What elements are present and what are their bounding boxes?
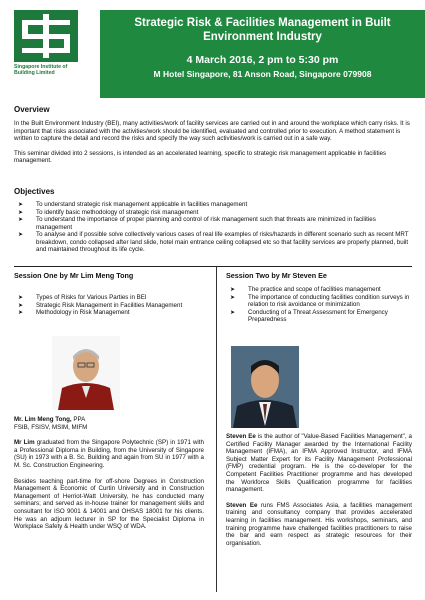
title-band <box>100 10 425 98</box>
objectives-heading: Objectives <box>14 187 55 196</box>
overview-section <box>14 105 412 165</box>
column-divider <box>216 267 217 592</box>
list-item: ➤ To understand strategic risk management applicable in facilities management <box>18 201 248 208</box>
check-arrow-icon: ➤ <box>18 201 24 208</box>
check-arrow-icon: ➤ <box>18 301 24 309</box>
session-one-list <box>14 294 204 317</box>
check-arrow-icon: ➤ <box>230 286 236 293</box>
lim-name: Mr. Lim Meng Tong, <box>14 416 72 423</box>
lim-photo <box>52 336 120 410</box>
event-date: 4 March 2016, 2 pm to 5:30 pm <box>186 54 339 66</box>
list-item: ➤ Types of Risks for Various Parties in BEI <box>18 294 147 301</box>
check-arrow-icon: ➤ <box>18 216 24 223</box>
session-one-column <box>14 271 204 317</box>
check-arrow-icon: ➤ <box>230 308 236 316</box>
list-item: ➤ To analyse and if possible solve collectively various cases of real life examples of risks/hazards in different scenario such as recent MRT breakdown, condo collapsed after land slide, hotel main entrance ceiling collapsed etc so that facility services are properly planned, built and maintained throughout its life cycle. <box>18 231 409 253</box>
steven-profile <box>226 433 412 547</box>
session-two-column <box>226 271 416 324</box>
divider <box>14 266 412 267</box>
lim-profile <box>14 416 204 531</box>
list-item: ➤ The importance of conducting facilities condition surveys in relation to risk avoidance or minimization <box>230 293 410 308</box>
session-two-list <box>226 286 416 324</box>
session-two-heading: Session Two by Mr Steven Ee <box>226 271 327 280</box>
list-item: ➤ The practice and scope of facilities management <box>230 286 381 293</box>
lim-credentials: FSIB, FSISV, MSIM, MIFM <box>14 423 88 431</box>
list-item: ➤ Strategic Risk Management in Facilities Management <box>18 301 183 309</box>
check-arrow-icon: ➤ <box>230 293 236 301</box>
check-arrow-icon: ➤ <box>18 231 24 238</box>
overview-heading: Overview <box>14 105 50 114</box>
objectives-section <box>14 187 412 254</box>
header-banner <box>0 0 425 100</box>
logo-mark <box>14 10 78 62</box>
steven-photo <box>231 346 299 428</box>
check-arrow-icon: ➤ <box>18 294 24 301</box>
check-arrow-icon: ➤ <box>18 208 24 216</box>
lim-bio-2: Besides teaching part-time for off-shore Degrees in Construction Management & Economic of Curtin University and in Construction Management of Herriot-Watt University, he has conducted many seminars; and served as in-house trainer for management skills and consultant for ISO 9001 & 14001 and OHSAS 18001 for his clients. He was an adjourn lecturer in SP for the Specialist Diploma in Workplace Safety & Health under WSQ of WDA. <box>14 477 204 531</box>
list-item: ➤ Conducting of a Threat Assessment for Emergency Preparedness <box>230 308 388 323</box>
check-arrow-icon: ➤ <box>18 309 24 316</box>
event-title: Strategic Risk & Facilities Management in Built Environment Industry <box>134 17 391 43</box>
session-one-heading: Session One by Mr Lim Meng Tong <box>14 271 134 280</box>
list-item: ➤ To understand the importance of proper planning and control of risk management such that threats are minimized in facilities management <box>18 216 376 231</box>
steven-bio-1: Steven Ee is the author of "Value-Based Facilities Management", a Certified Facility Manager awarded by the International Facility Management (IFMA), an IFMA Approved Instructor, and IFMA Subject Matter Expert for its Facility Management Professional (FMP) credential program. He is the co-developer for the Competent Facilities Practitioner programme and has developed the Workforce Skills Qualification programme for facilities management. <box>226 433 413 494</box>
event-venue: M Hotel Singapore, 81 Anson Road, Singapore 079908 <box>153 69 372 79</box>
overview-para-2: This seminar divided into 2 sessions, is intended as an accelerated learning, specific to strategic risk management applicable in facilities management. <box>14 149 387 165</box>
list-item: ➤ To identify basic methodology of strategic risk management <box>18 208 199 216</box>
overview-para-1: In the Built Environment Industry (BEI), many activities/work of facility services are carried out in and around the workplace which carry risks. It is important that risks associated with the activities/work should be identified, evaluated and controlled prior to execution. A method statement is written to capture the detail and record the risks and specify the way such activities/work is carried out in a safe way. <box>14 120 410 143</box>
objectives-list <box>14 201 412 254</box>
org-name: Singapore Institute of Building Limited <box>14 64 68 77</box>
list-item: ➤ Methodology in Risk Management <box>18 309 130 316</box>
lim-bio-1: Mr Lim graduated from the Singapore Polytechnic (SP) in 1971 with a Professional Diploma in Building, from the University of Singapore (SU) in 1973 with a B. Sc. Building and again from SU in 1977 with a M. Sc. Construction Engineering. <box>14 439 204 469</box>
lim-name-suffix: PPA <box>73 416 86 423</box>
steven-bio-2: Steven Ee runs FMS Associates Asia, a facilities management training and consultancy company that provides accelerated learning in facilities management. His workshops, seminars, and training programme have challenged facilities practitioners to raise the bar and earn respect as strategic resources for their organisation. <box>226 501 412 547</box>
sib-logo <box>14 10 78 84</box>
